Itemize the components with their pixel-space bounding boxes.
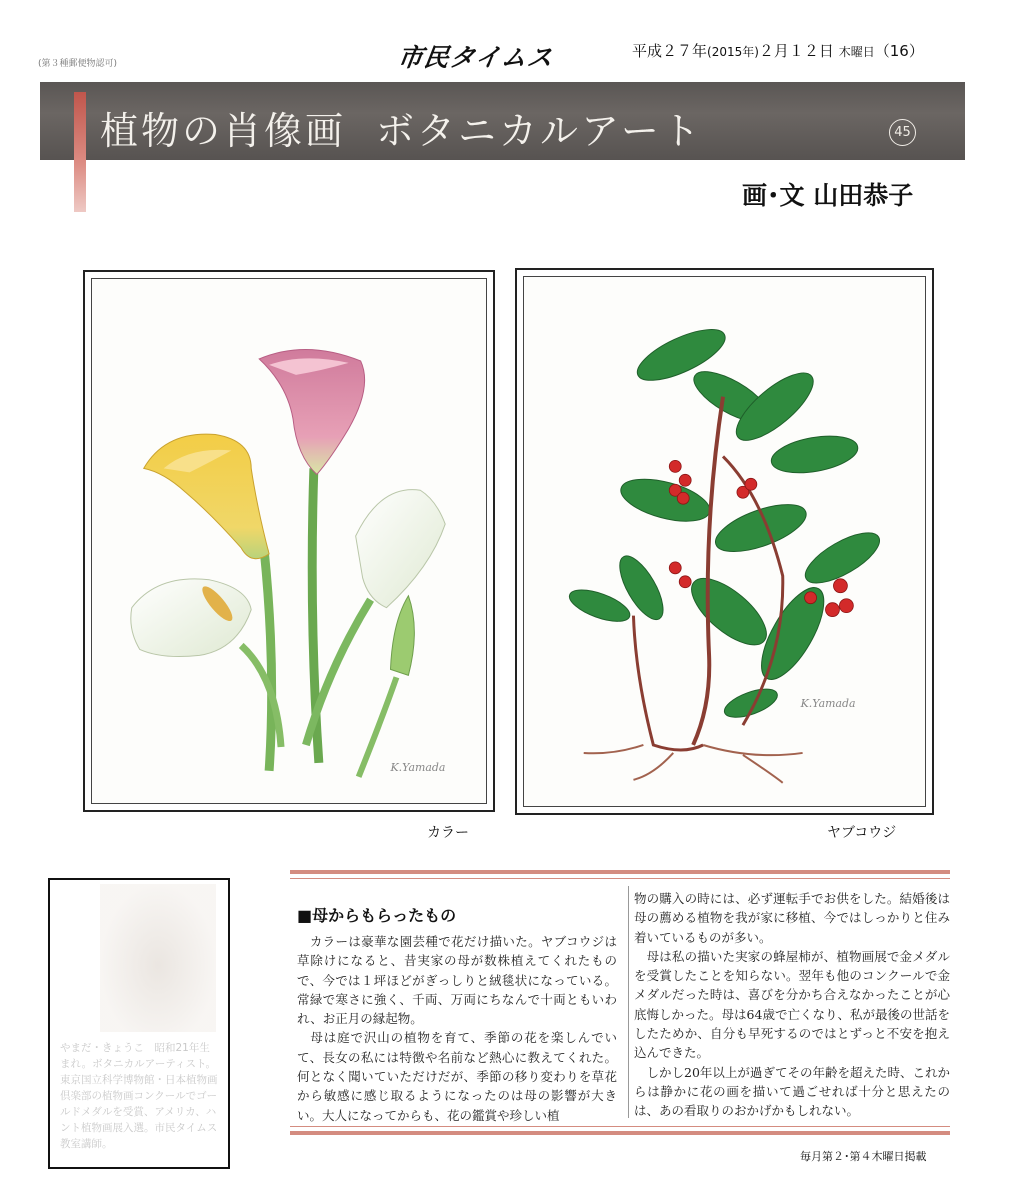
date-month-day: ２月１２日	[758, 42, 834, 60]
series-title	[100, 100, 703, 155]
date-year: (2015年)	[707, 45, 759, 59]
dateline	[632, 40, 924, 61]
column-divider	[628, 886, 629, 1118]
yabukouji-caption: ヤブコウジ	[827, 825, 897, 841]
yabukouji-illustration-frame	[515, 268, 934, 815]
article-column-right: 物の購入の時には、必ず運転手でお供をした。結婚後は母の薦める植物を我が家に移植、今ではしっかりと住み着いているものが多い。 母は私の描いた実家の蜂屋柿が、植物画展で金メダルを受賞したことを知らない。翌年も他のコンクールで金メダルだった時は、喜びを分かち合えなかったことが心底悔しかった。母は64歳で亡くなり、私が最後の世話をしたためか、自分も早死するのではとずっと不安を抱え込んできた。 しかし20年以上が過ぎてその年齢を超えた時、これからは静かに花の画を描いて過ごせれば十分と思えたのは、あの看取りのおかげかもしれない。	[634, 891, 950, 1119]
article-heading: ■母からもらったもの	[297, 906, 457, 925]
calla-lily-illustration-frame	[83, 270, 495, 812]
series-title-main: 植物の肖像画	[100, 109, 347, 153]
author-profile-box	[48, 878, 230, 1169]
date-weekday: 木曜日	[838, 45, 875, 59]
publication-schedule-note: 毎月第２･第４木曜日掲載	[800, 1150, 927, 1163]
article-bottom-rule	[290, 1131, 950, 1135]
calla-lily-caption: カラー	[427, 825, 469, 841]
calla-lily-painting	[92, 279, 486, 803]
date-era: 平成２７年	[632, 42, 708, 60]
postal-permit-note: (第３種郵便物認可)	[38, 59, 118, 69]
newspaper-masthead: 市民タイムス	[395, 43, 556, 72]
artist-signature: K.Yamada	[390, 760, 446, 774]
series-title-sub: ボタニカルアート	[376, 109, 703, 153]
article-top-rule-thin	[290, 878, 950, 879]
article-column-left: カラーは豪華な園芸種で花だけ描いた。ヤブコウジは草除けになると、昔実家の母が数株植えてくれたもので、今では１坪ほどがぎっしりと絨毯状になっている。常緑で寒さに強く、千両、万両にちなんで十両ともいわれ、お正月の縁起物。 母は庭で沢山の植物を育て、季節の花を楽しんでいて、長女の私には特徴や名前など熱心に教えてくれた。何となく聞いていただけだが、季節の移り変わりを草花から敏感に感じ取るようになったのは母の影響が大きい。大人になってからも、花の鑑賞や珍しい植	[297, 934, 617, 1123]
page-number: （16）	[874, 42, 924, 60]
artist-signature-2: K.Yamada	[800, 697, 856, 711]
banner-brush-accent	[74, 92, 86, 212]
author-photo	[100, 884, 216, 1032]
author-profile-text: やまだ・きょうこ 昭和21年生まれ。ボタニカルアーティスト。東京国立科学博物館・日本植物画倶楽部の植物画コンクールでゴールドメダルを受賞、アメリカ、ハント植物画展入選。市民タイムス教室講師。	[60, 1042, 218, 1150]
issue-number-badge: 45	[889, 119, 916, 146]
article-bottom-rule-thin	[290, 1126, 950, 1127]
article-top-rule	[290, 870, 950, 874]
yabukouji-painting	[524, 277, 925, 806]
byline: 画･文 山田恭子	[742, 181, 914, 210]
